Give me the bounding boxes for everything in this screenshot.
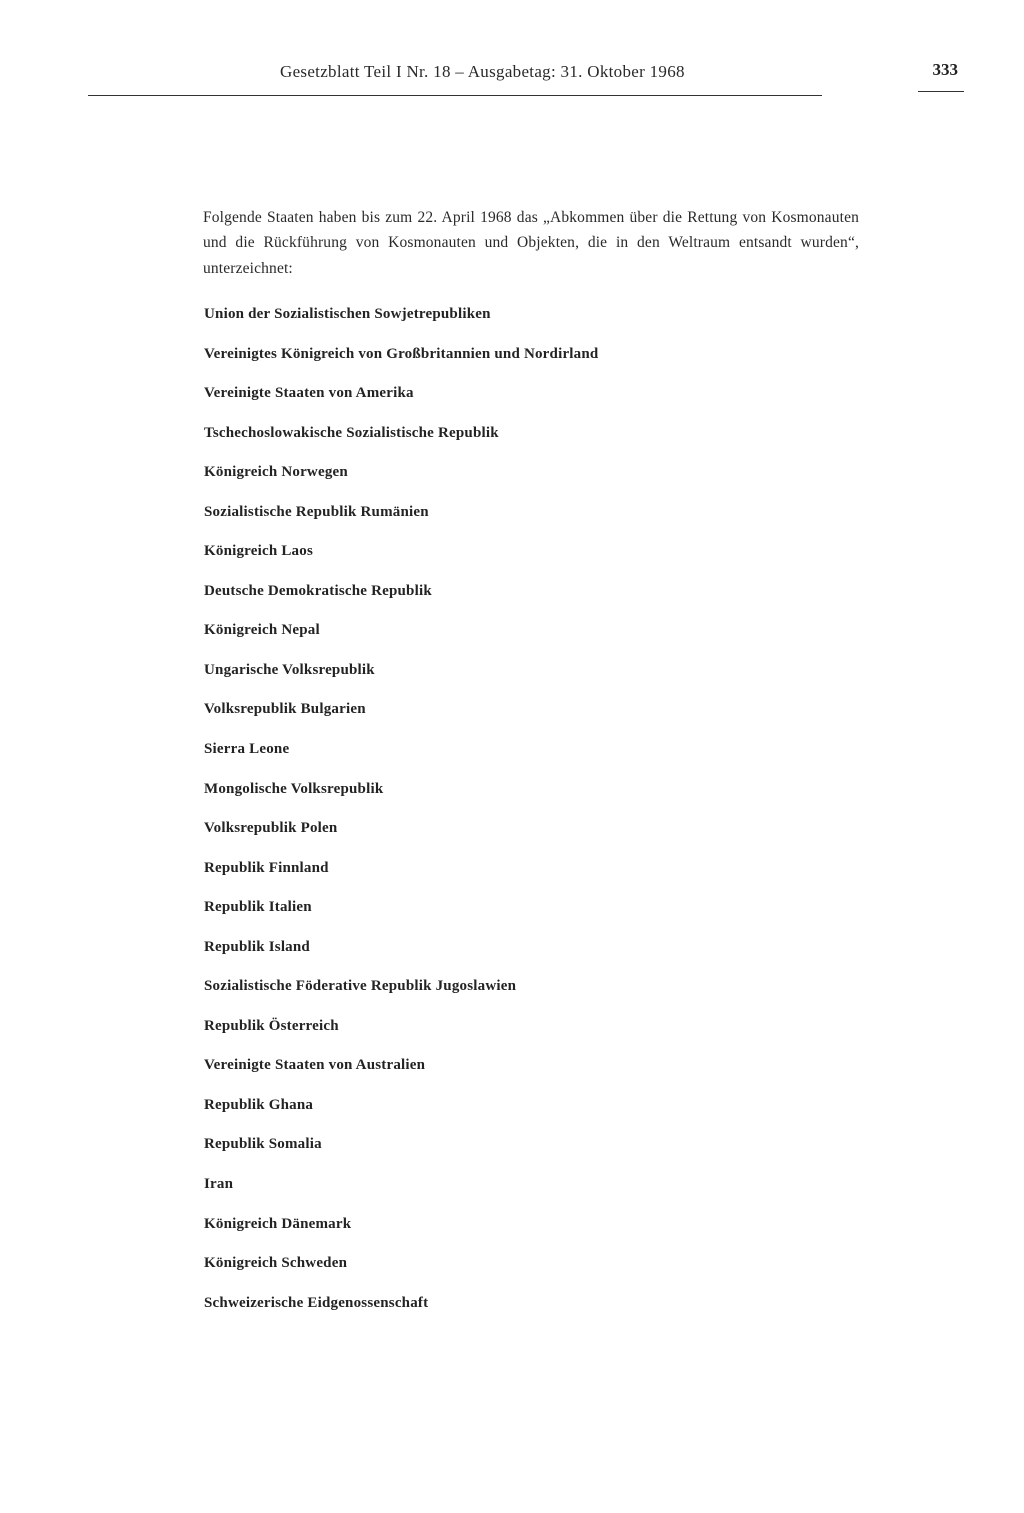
page-number-rule — [918, 91, 964, 92]
state-item: Ungarische Volksrepublik — [204, 661, 375, 678]
state-item: Republik Somalia — [204, 1136, 322, 1153]
page-number: 333 — [932, 60, 958, 79]
state-item: Volksrepublik Bulgarien — [204, 701, 366, 718]
state-item: Mongolische Volksrepublik — [204, 780, 384, 797]
header-rule — [88, 95, 822, 96]
header-title: Gesetzblatt Teil I Nr. 18 – Ausgabetag: 31. Oktober 1968 — [280, 62, 685, 81]
state-item: Königreich Laos — [204, 543, 313, 560]
signatory-states-list — [204, 304, 804, 1332]
state-item: Iran — [204, 1176, 234, 1193]
state-item: Republik Italien — [204, 899, 312, 916]
state-item: Deutsche Demokratische Republik — [204, 582, 432, 599]
state-item: Schweizerische Eidgenossenschaft — [204, 1294, 429, 1311]
state-item: Sozialistische Republik Rumänien — [204, 503, 429, 520]
state-item: Sierra Leone — [204, 741, 290, 758]
intro-paragraph: Folgende Staaten haben bis zum 22. April 1968 das „Abkommen über die Rettung von Kosmonauten und die Rückführung von Kosmonauten und Objekten, die in den Weltraum entsandt wurden“, unterzeichnet: — [203, 208, 859, 277]
state-item: Königreich Nepal — [204, 622, 320, 639]
state-item: Königreich Schweden — [204, 1255, 348, 1272]
state-item: Tschechoslowakische Sozialistische Republik — [204, 424, 499, 441]
state-item: Königreich Dänemark — [204, 1215, 352, 1232]
state-item: Republik Island — [204, 938, 310, 955]
state-item: Königreich Norwegen — [204, 464, 348, 481]
state-item: Republik Finnland — [204, 859, 329, 876]
state-item: Sozialistische Föderative Republik Jugoslawien — [204, 978, 517, 995]
state-item: Union der Sozialistischen Sowjetrepubliken — [204, 306, 491, 322]
state-item: Republik Österreich — [204, 1017, 339, 1034]
state-item: Vereinigte Staaten von Australien — [204, 1057, 426, 1074]
state-item: Volksrepublik Polen — [204, 820, 338, 837]
page-header — [88, 60, 964, 96]
state-item: Vereinigtes Königreich von Großbritannien und Nordirland — [204, 345, 599, 362]
state-item: Republik Ghana — [204, 1096, 314, 1113]
state-item: Vereinigte Staaten von Amerika — [204, 385, 414, 402]
